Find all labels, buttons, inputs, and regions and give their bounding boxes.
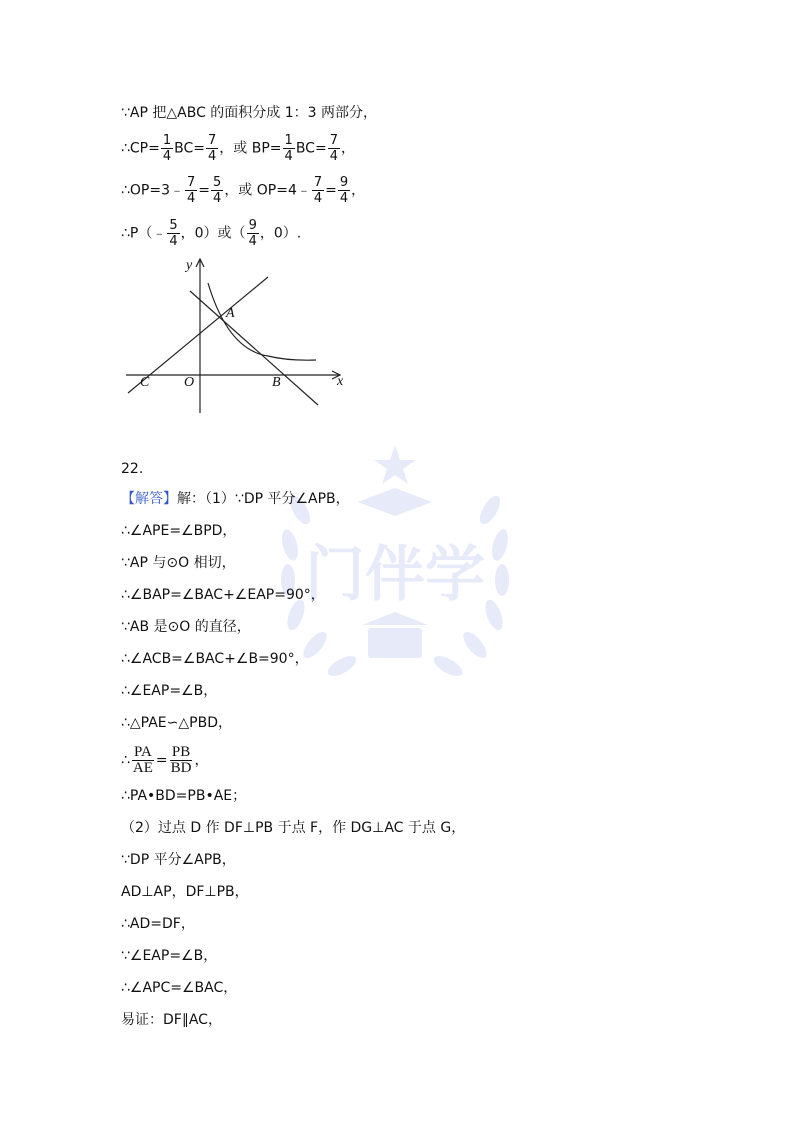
fraction [312,175,324,206]
text-line: ∵DP 平分∠APB， [121,852,236,868]
denominator: 4 [339,191,349,206]
star-icon [374,445,416,484]
text-segment: = [155,752,168,769]
text-line: ∵AB 是⊙O 的直径， [121,619,251,635]
answer-line [121,489,350,509]
y-axis-label: y [186,258,193,273]
fraction [161,133,173,164]
text-line: ∵∠EAP=∠B， [121,948,218,964]
numerator: 9 [248,218,257,233]
text-segment: ∴CP= [121,140,160,157]
graduation-cap-icon [358,488,432,516]
denominator: 4 [162,149,172,164]
equation-line [121,218,301,249]
text-segment: ∴ [121,752,130,769]
ratio-equation [121,745,209,776]
equation-line [121,133,355,164]
text-line: ∴∠ACB=∠BAC+∠B=90°， [121,651,309,667]
numerator: 5 [213,175,222,190]
text-segment: BC= [295,140,327,157]
text-segment: ，0）. [259,225,302,242]
denominator: 4 [329,149,338,164]
numerator: 1 [284,133,293,148]
text-line: ∵AP 把△ABC 的面积分成 1：3 两部分， [121,105,378,121]
text-line: AD⊥AP，DF⊥PB， [121,884,249,900]
fraction [169,745,194,776]
denominator: 4 [313,191,323,206]
numerator: PA [134,744,152,760]
text-line: ∴∠APC=∠BAC， [121,980,238,996]
text-segment: ， [351,182,366,199]
text-segment: = [325,182,337,199]
text-line: （2）过点 D 作 DF⊥PB 于点 F，作 DG⊥AC 于点 G， [121,820,466,836]
denominator: BD [170,760,192,776]
coordinate-graph [118,255,358,415]
text-segment: ∴P（﹣ [121,225,167,242]
fraction [328,133,340,164]
numerator: 7 [208,133,217,148]
denominator: 4 [208,149,217,164]
text-segment: ， [340,140,355,157]
fraction [185,175,197,206]
numerator: PB [171,744,191,760]
point-a-label: A [226,306,235,321]
answer-tag: 【解答】 [121,491,177,507]
text-segment: ， [194,752,209,769]
denominator: 4 [169,234,178,249]
fraction [338,175,350,206]
building-icon [368,628,422,658]
text-line: 易证：DF∥AC， [121,1012,222,1028]
building-roof-icon [362,612,428,625]
text-line: ∴∠BAP=∠BAC+∠EAP=90°， [121,587,325,603]
fraction [167,218,179,249]
text-line: ∴AD=DF， [121,916,195,932]
text-line: ∴PA•BD=PB•AE； [121,788,247,804]
text-segment: ，或 OP=4﹣ [224,182,311,199]
text-segment: ，或 BP= [219,140,282,157]
numerator: 7 [313,175,323,190]
numerator: 1 [162,133,172,148]
denominator: 4 [248,234,257,249]
line-ab [190,291,318,405]
numerator: 7 [187,175,196,190]
denominator: 4 [187,191,196,206]
fraction [211,175,223,206]
hyperbola-curve [208,283,316,360]
text-segment: ∴OP=3﹣ [121,182,185,199]
text-segment: 解：（1）∵DP 平分∠APB， [177,491,350,507]
fraction [283,133,295,164]
origin-label: O [184,375,195,390]
denominator: 4 [213,191,222,206]
text-segment: ，0）或（ [180,225,246,242]
text-line: ∴∠EAP=∠B， [121,683,218,699]
fraction [247,218,259,249]
fraction [206,133,218,164]
text-line: ∴△PAE∽△PBD， [121,715,232,731]
text-line: ∵AP 与⊙O 相切， [121,555,236,571]
text-line: ∴∠APE=∠BPD， [121,523,237,539]
watermark-text: 门伴学 [305,540,485,610]
question-number: 22. [121,461,144,477]
x-axis-label: x [337,374,344,389]
point-c-label: C [140,375,150,390]
numerator: 5 [169,218,178,233]
text-segment: BC= [174,140,206,157]
equation-line [121,175,365,206]
denominator: 4 [284,149,293,164]
denominator: AE [132,760,153,776]
numerator: 9 [339,175,349,190]
fraction [131,745,155,776]
numerator: 7 [329,133,338,148]
text-segment: = [198,182,211,199]
point-b-label: B [272,375,281,390]
